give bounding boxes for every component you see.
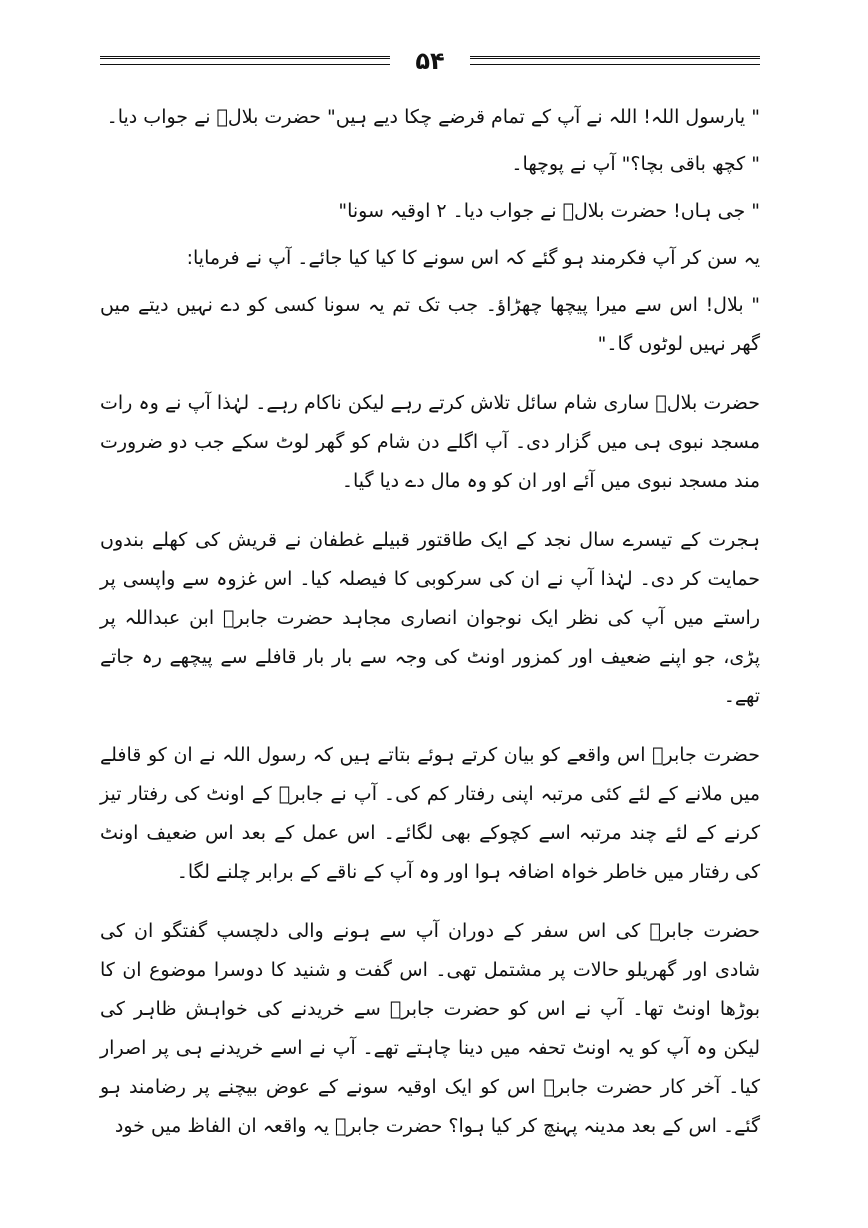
paragraph-6: حضرت بلالؓ ساری شام سائل تلاش کرتے رہے لیکن ناکام رہے۔ لہٰذا آپ نے وہ رات مسجد نبوی ہی میں گزار دی۔ آپ اگلے دن شام کو گھر لوٹ سکے جب دو ضرورت مند مسجد نبوی میں آئے اور ان کو وہ مال دے دیا گیا۔ — [100, 392, 760, 492]
header-rule-right-bottom — [470, 64, 760, 65]
paragraph-4: یہ سن کر آپ فکرمند ہو گئے کہ اس سونے کا کیا کیا جائے۔ آپ نے فرمایا: — [186, 247, 760, 269]
paragraph-1: " یارسول اللہ! اللہ نے آپ کے تمام قرضے چکا دیے ہیں" حضرت بلالؓ نے جواب دیا۔ — [106, 106, 760, 128]
header-rule-right-top — [470, 56, 760, 59]
paragraph-5: " بلال! اس سے میرا پیچھا چھڑاؤ۔ جب تک تم یہ سونا کسی کو دے نہیں دیتے میں گھر نہیں لوٹوں گا۔" — [100, 294, 760, 355]
page-header — [100, 44, 760, 80]
header-rule-left-top — [100, 56, 390, 59]
page-body — [100, 98, 760, 1166]
paragraph-2: " کچھ باقی بچا؟" آپ نے پوچھا۔ — [511, 153, 760, 175]
paragraph-8: حضرت جابرؓ اس واقعے کو بیان کرتے ہوئے بتاتے ہیں کہ رسول اللہ نے ان کو قافلے میں ملانے کے لئے کئی مرتبہ اپنی رفتار کم کی۔ آپ نے جابرؓ کے اونٹ کی رفتار تیز کرنے کے لئے چند مرتبہ اسے کچوکے بھی لگائے۔ اس عمل کے بعد اس ضعیف اونٹ کی رفتار میں خاطر خواہ اضافہ ہوا اور وہ آپ کے ناقے کے برابر چلنے لگا۔ — [100, 744, 760, 883]
header-rule-left-bottom — [100, 64, 390, 65]
paragraph-3: " جی ہاں! حضرت بلالؓ نے جواب دیا۔ ۲ اوقیہ سونا" — [338, 200, 760, 222]
page-number: ۵۴ — [405, 44, 454, 78]
paragraph-9: حضرت جابرؓ کی اس سفر کے دوران آپ سے ہونے والی دلچسپ گفتگو ان کی شادی اور گھریلو حالات پر مشتمل تھی۔ اس گفت و شنید کا دوسرا موضوع ان کا بوڑھا اونٹ تھا۔ آپ نے اس کو حضرت جابرؓ سے خریدنے کی خواہش ظاہر کی لیکن وہ آپ کو یہ اونٹ تحفہ میں دینا چاہتے تھے۔ آپ نے اسے خریدنے ہی پر اصرار کیا۔ آخر کار حضرت جابرؓ اس کو ایک اوقیہ سونے کے عوض بیچنے پر رضامند ہو گئے۔ اس کے بعد مدینہ پہنچ کر کیا ہوا؟ حضرت جابرؓ یہ واقعہ ان الفاظ میں خود — [100, 920, 760, 1137]
paragraph-7: ہجرت کے تیسرے سال نجد کے ایک طاقتور قبیلے غطفان نے قریش کی کھلے بندوں حمایت کر دی۔ لہٰذا آپ نے ان کی سرکوبی کا فیصلہ کیا۔ اس غزوہ سے واپسی پر راستے میں آپ کی نظر ایک نوجوان انصاری مجاہد حضرت جابرؓ ابن عبداللہ پر پڑی، جو اپنے ضعیف اور کمزور اونٹ کی وجہ سے بار بار قافلے سے پیچھے رہ جاتے تھے۔ — [100, 529, 760, 707]
